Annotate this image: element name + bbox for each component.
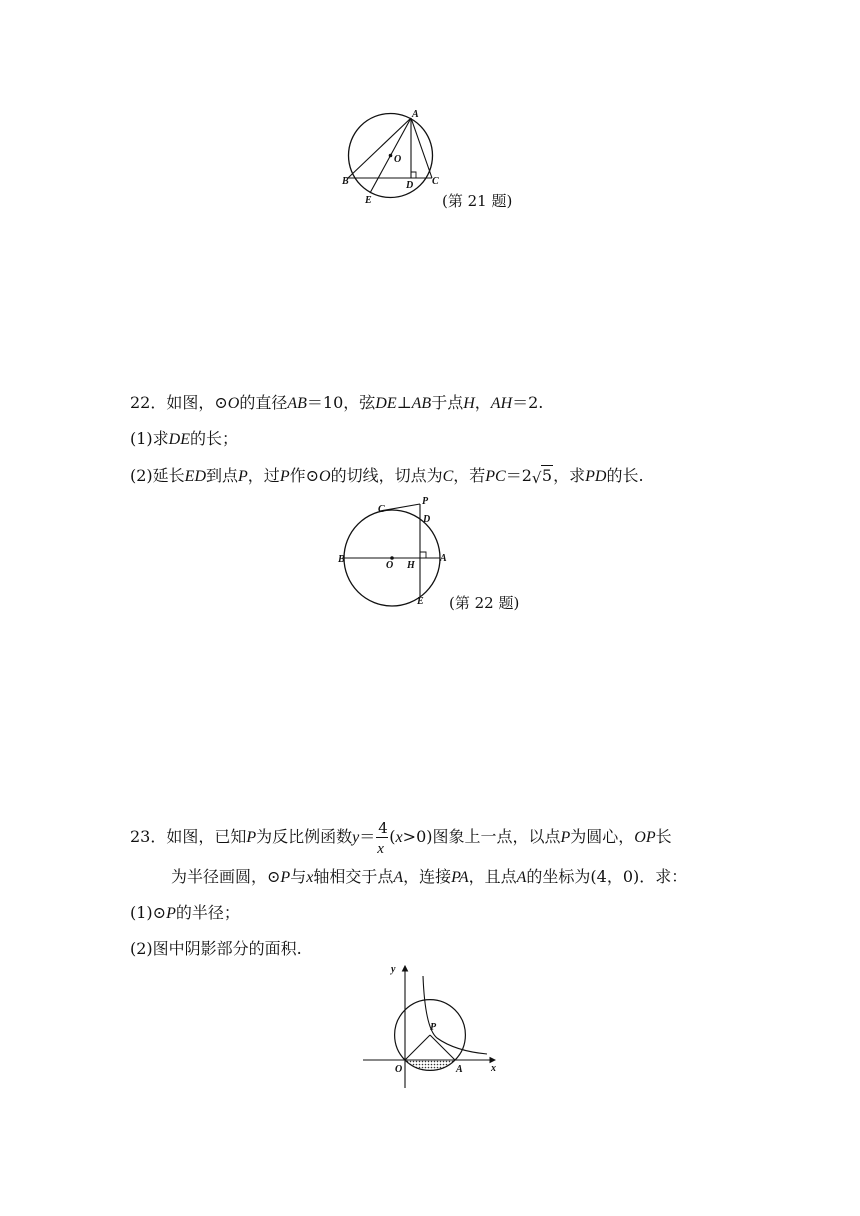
label-A: A bbox=[412, 109, 419, 120]
q22-line-1: 22．如图，⊙O的直径AB＝10，弦DE⊥AB于点H，AH＝2. bbox=[130, 393, 544, 412]
q23-line-3: (1)⊙P的半径； bbox=[130, 903, 240, 922]
label-C: C bbox=[378, 504, 385, 515]
q23-line-1: 23．如图，已知P为反比例函数y＝ $\frac{4}{x}$ (x>0)图象上一点，以点P为圆心，OP长 bbox=[130, 818, 672, 857]
q23-line-2: 为半径画圆，⊙P与x轴相交于点A，连接PA，且点A的坐标为(4，0)．求： bbox=[171, 867, 688, 886]
q22-line-3: (2)延长ED到点P，过P作⊙O的切线，切点为C，若PC＝2 √ 5，求PD的长. bbox=[130, 466, 644, 487]
label-O: O bbox=[395, 1064, 403, 1075]
label-E: E bbox=[365, 195, 372, 206]
label-O: O bbox=[394, 154, 402, 165]
caption-21: (第 21 题) bbox=[442, 192, 513, 210]
label-y: y bbox=[391, 964, 396, 975]
label-C: C bbox=[432, 176, 439, 187]
label-D: D bbox=[423, 514, 431, 525]
fraction-4-over-x: $\frac{4}{x}$ bbox=[377, 818, 388, 857]
figure-21-diagram bbox=[340, 108, 450, 208]
caption-22: (第 22 题) bbox=[449, 594, 520, 612]
label-O: O bbox=[386, 560, 394, 571]
figure-23-diagram bbox=[355, 958, 505, 1098]
sqrt-5: √ 5 bbox=[531, 466, 553, 487]
label-D: D bbox=[406, 180, 414, 191]
figure-22 bbox=[330, 492, 460, 612]
figure-23 bbox=[355, 958, 505, 1098]
label-P: P bbox=[430, 1022, 437, 1033]
label-H: H bbox=[407, 560, 415, 571]
figure-21 bbox=[340, 108, 450, 208]
label-P: P bbox=[422, 496, 429, 507]
label-B: B bbox=[338, 554, 345, 565]
q23-line-4: (2)图中阴影部分的面积. bbox=[130, 939, 302, 958]
q22-line-2: (1)求DE的长； bbox=[130, 429, 239, 448]
label-B: B bbox=[342, 176, 349, 187]
label-x: x bbox=[491, 1063, 496, 1074]
label-A: A bbox=[456, 1064, 463, 1075]
figure-22-diagram bbox=[330, 492, 460, 612]
label-E: E bbox=[417, 596, 424, 607]
label-A: A bbox=[440, 553, 447, 564]
